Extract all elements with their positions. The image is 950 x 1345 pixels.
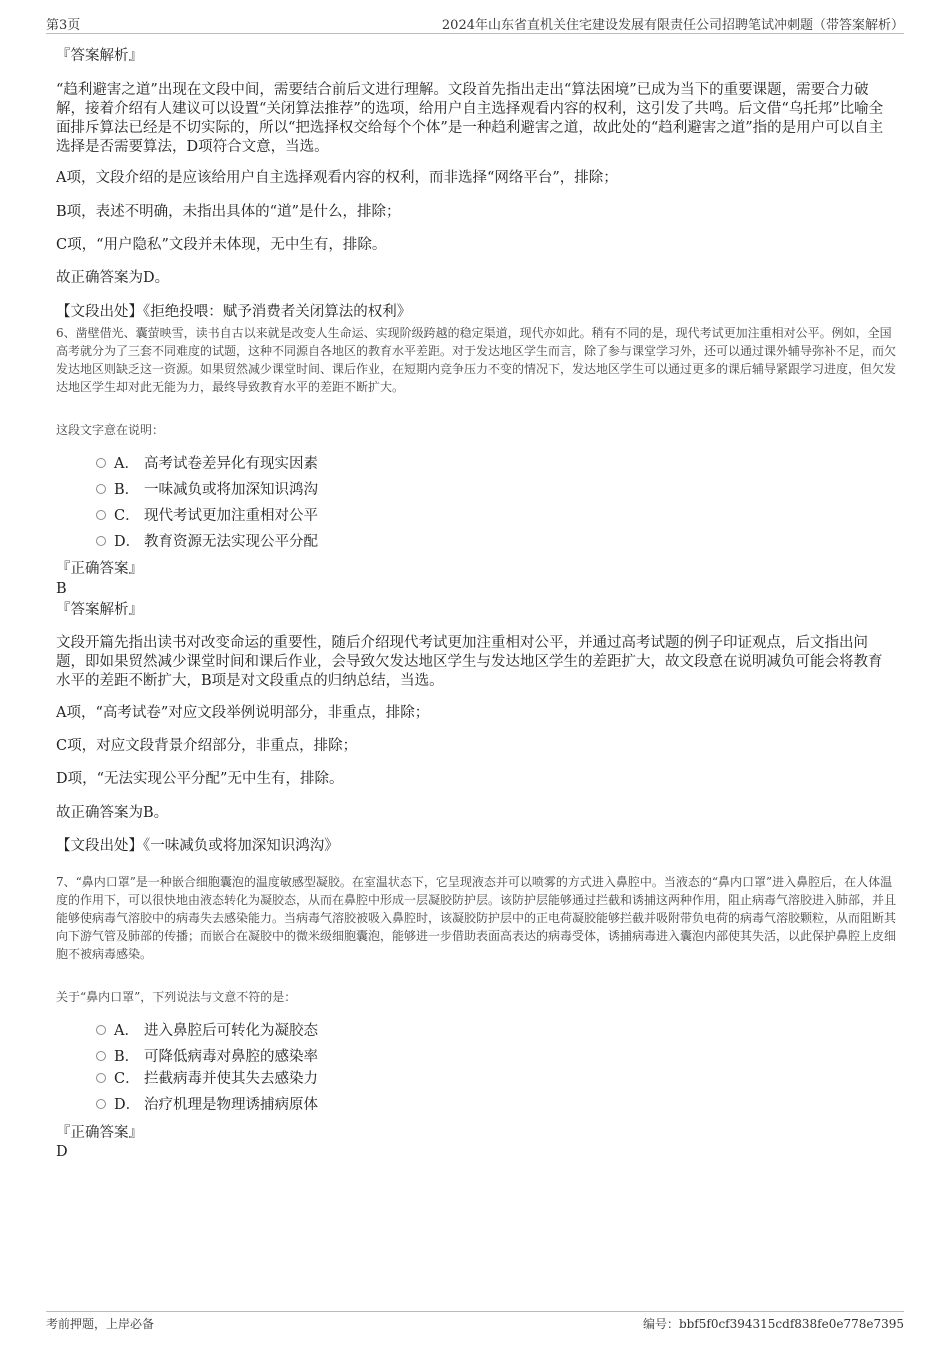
option-letter: A． — [114, 456, 139, 472]
option-letter: D． — [114, 1097, 141, 1113]
q6-note-a: A项，“高考试卷”对应文段举例说明部分，非重点，排除； — [56, 705, 430, 721]
q6-option-b[interactable] — [96, 480, 318, 500]
option-letter: B． — [114, 1049, 140, 1065]
footer-divider — [46, 1311, 904, 1312]
option-letter: C． — [114, 1071, 140, 1087]
q7-option-c[interactable] — [96, 1069, 318, 1089]
q5-note-b: B项，表述不明确，未指出具体的“道”是什么，排除； — [56, 204, 401, 220]
q5-note-a: A项，文段介绍的是应该给用户自主选择观看内容的权利，而非选择“网络平台”，排除； — [56, 170, 618, 186]
option-letter: D． — [114, 534, 141, 550]
q6-analysis-text: 文段开篇先指出读书对改变命运的重要性，随后介绍现代考试更加注重相对公平，并通过高考试题的例子印证观点，后文指出问题，即如果贸然减少课堂时间和课后作业，会导致欠发达地区学生与发达地区学生的差距扩大，故文段意在说明减负可能会将教育水平的差距不断扩大，B项是对文段重点的归纳总结，当选。 — [56, 635, 883, 689]
q6-source: 【文段出处】《一味减负或将加深知识鸿沟》 — [56, 838, 339, 854]
q6-note-c: C项，对应文段背景介绍部分，非重点，排除； — [56, 738, 358, 754]
q7-option-a[interactable] — [96, 1021, 318, 1041]
radio-icon[interactable] — [96, 536, 106, 546]
option-text: 教育资源无法实现公平分配 — [144, 534, 318, 550]
option-text: 可降低病毒对鼻腔的感染率 — [144, 1049, 318, 1065]
q6-answer-label: 『正确答案』 — [56, 561, 143, 577]
q5-analysis-text: “趋利避害之道”出现在文段中间，需要结合前后文进行理解。文段首先指出走出“算法困境”已成为当下的重要课题，需要合力破解，接着介绍有人建议可以设置“关闭算法推荐”的选项，给用户自主选择观看内容的权利，这引发了共鸣。后文借“乌托邦”比喻全面排斥算法已经是不切实际的，所以“把选择权交给每个个体”是一种趋利避害之道，故此处的“趋利避害之道”指的是用户可以自主选择是否需要算法，D项符合文意，当选。 — [56, 82, 884, 155]
radio-icon[interactable] — [96, 484, 106, 494]
q6-option-d[interactable] — [96, 532, 318, 552]
q6-stem: 6、凿壁借光、囊萤映雪，读书自古以来就是改变人生命运、实现阶级跨越的稳定渠道，现代亦如此。稍有不同的是，现代考试更加注重相对公平。例如，全国高考就分为了三套不同难度的试题，这种不同源自各地区的教育水平差距。对于发达地区学生而言，除了参与课堂学习外，还可以通过课外辅导弥补不足，而欠发达地区则缺乏这一资源。如果贸然减少课堂时间、课后作业，在短期内竞争压力不变的情况下，发达地区学生可以通过更多的课后辅导紧跟学习进度，但欠发达地区学生却对此无能为力，最终导致教育水平的差距不断扩大。 — [56, 326, 897, 394]
q6-option-a[interactable] — [96, 454, 318, 474]
q6-conclusion: 故正确答案为B。 — [56, 805, 169, 821]
option-text: 进入鼻腔后可转化为凝胶态 — [144, 1023, 318, 1039]
radio-icon[interactable] — [96, 1025, 106, 1035]
option-text: 拦截病毒并使其失去感染力 — [144, 1071, 318, 1087]
q7-answer: D — [56, 1144, 68, 1160]
document-title: 2024年山东省直机关住宅建设发展有限责任公司招聘笔试冲刺题（带答案解析） — [441, 18, 904, 33]
radio-icon[interactable] — [96, 510, 106, 520]
option-text: 一味减负或将加深知识鸿沟 — [144, 482, 318, 498]
radio-icon[interactable] — [96, 1099, 106, 1109]
radio-icon[interactable] — [96, 1073, 106, 1083]
radio-icon[interactable] — [96, 1051, 106, 1061]
q5-source: 【文段出处】《拒绝投喂：赋予消费者关闭算法的权利》 — [56, 304, 412, 320]
option-text: 现代考试更加注重相对公平 — [144, 508, 318, 524]
q5-conclusion: 故正确答案为D。 — [56, 270, 170, 286]
option-text: 治疗机理是物理诱捕病原体 — [144, 1097, 318, 1113]
option-text: 高考试卷差异化有现实因素 — [144, 456, 318, 472]
footer-slogan: 考前押题，上岸必备 — [46, 1317, 155, 1331]
q6-note-d: D项，“无法实现公平分配”无中生有，排除。 — [56, 771, 344, 787]
q7-question: 关于“鼻内口罩”，下列说法与文意不符的是： — [56, 990, 297, 1004]
q5-note-c: C项，“用户隐私”文段并未体现，无中生有，排除。 — [56, 237, 387, 253]
q7-option-d[interactable] — [96, 1095, 318, 1115]
option-letter: C． — [114, 508, 140, 524]
q6-question: 这段文字意在说明： — [56, 423, 165, 437]
header-divider — [46, 33, 904, 34]
q7-option-b[interactable] — [96, 1047, 318, 1067]
option-letter: A． — [114, 1023, 139, 1039]
q7-answer-label: 『正确答案』 — [56, 1125, 143, 1141]
page-number: 第3页 — [46, 18, 81, 33]
q6-option-c[interactable] — [96, 506, 318, 526]
footer-serial: 编号：bbf5f0cf394315cdf838fe0e778e7395 — [642, 1317, 904, 1331]
q6-analysis-label: 『答案解析』 — [56, 602, 143, 618]
q6-answer: B — [56, 581, 67, 597]
radio-icon[interactable] — [96, 458, 106, 468]
q5-analysis-label: 『答案解析』 — [56, 48, 143, 64]
q7-stem: 7、“鼻内口罩”是一种嵌合细胞囊泡的温度敏感型凝胶。在室温状态下，它呈现液态并可以喷雾的方式进入鼻腔中。当液态的“鼻内口罩”进入鼻腔后，在人体温度的作用下，可以很快地由液态转化为凝胶态，从而在鼻腔中形成一层凝胶防护层。该防护层能够通过拦截和诱捕这两种作用，阻止病毒气溶胶进入肺部，并且能够使病毒气溶胶中的病毒失去感染能力。当病毒气溶胶被吸入鼻腔时，该凝胶防护层中的正电荷凝胶能够拦截并吸附带负电荷的病毒气溶胶颗粒，从而阻断其向下游气管及肺部的传播；而嵌合在凝胶中的微米级细胞囊泡，能够进一步借助表面高表达的病毒受体，诱捕病毒进入囊泡内部使其失活，以此保护鼻腔上皮细胞不被病毒感染。 — [56, 875, 897, 961]
option-letter: B． — [114, 482, 140, 498]
